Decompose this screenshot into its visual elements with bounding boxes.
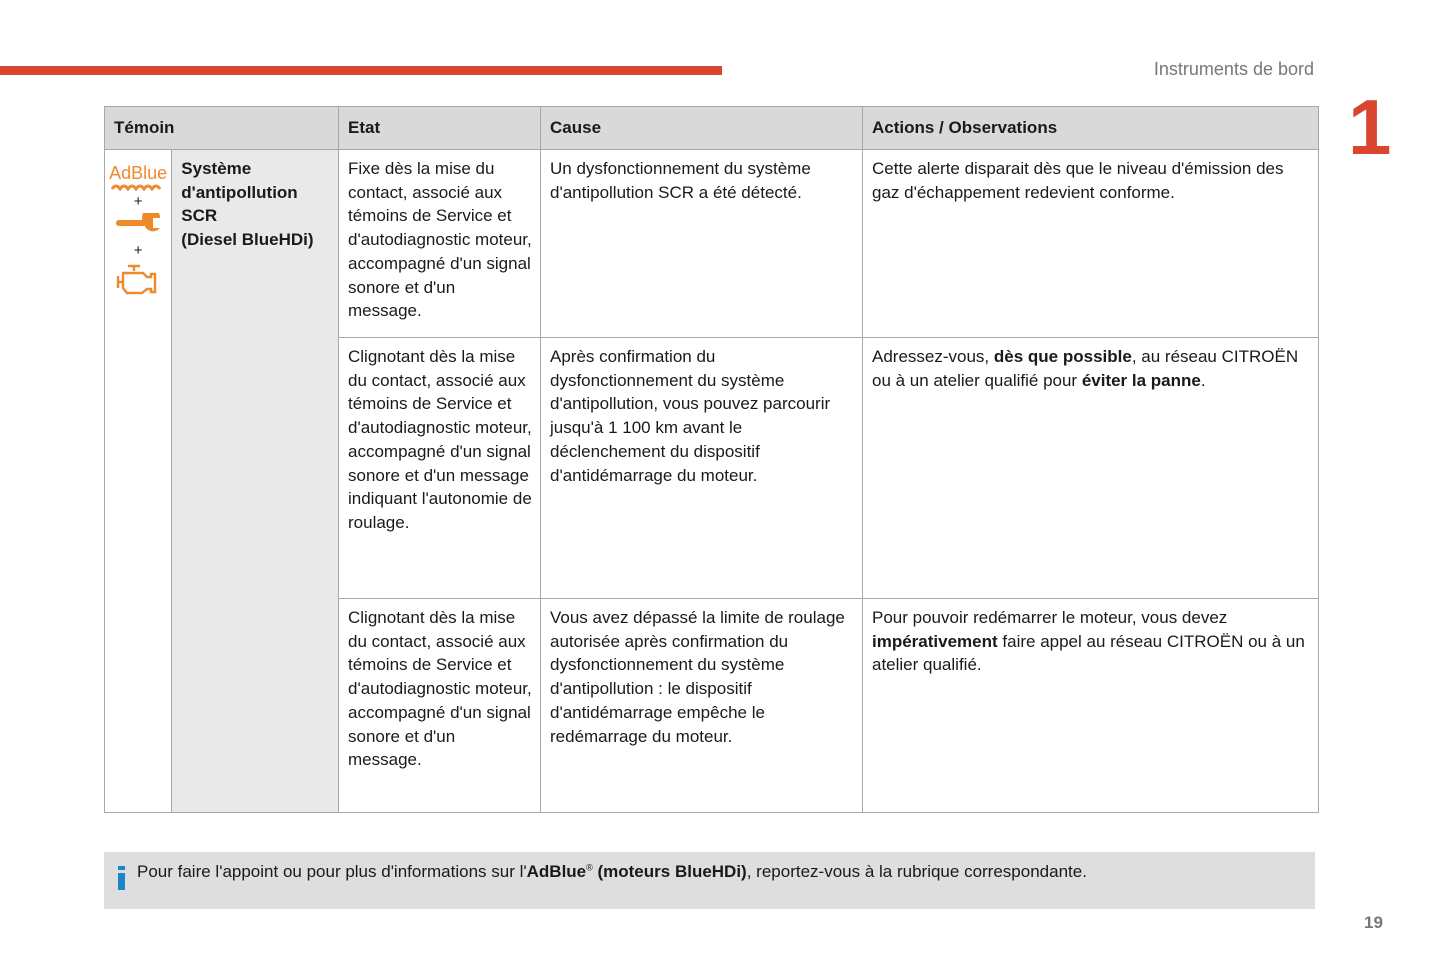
engine-icon [114, 262, 162, 296]
cause-cell: Après confirmation du dysfonctionnement du système d'antipollution, vous pouvez parcourir jusqu'à 1 100 km avant le déclenchement du dispositif d'antidémarrage du moteur. [541, 338, 863, 599]
indicator-icons [105, 150, 172, 813]
info-note [104, 852, 1315, 909]
header-temoin: Témoin [105, 107, 339, 150]
plus-sign: + [133, 193, 143, 210]
actions-bold: éviter la panne [1081, 370, 1201, 390]
registered-mark: ® [586, 862, 593, 873]
etat-cell: Clignotant dès la mise du contact, associé aux témoins de Service et d'autodiagnostic moteur, accompagné d'un signal sonore et d'un message. [339, 599, 541, 813]
indicator-name-line: SCR [181, 206, 218, 226]
note-bold: AdBlue [526, 862, 587, 881]
actions-text: faire appel au réseau CITROËN ou à un atelier qualifié. [872, 631, 1305, 675]
actions-bold: dès que possible [993, 347, 1132, 366]
actions-cell [863, 338, 1319, 599]
info-icon [118, 866, 125, 890]
warning-lights-table [104, 106, 1319, 813]
note-text: Pour faire l'appoint ou pour plus d'informations sur l' [137, 862, 527, 881]
header-accent-bar [0, 66, 722, 75]
note-bold: (moteurs BlueHDi) [592, 862, 747, 881]
actions-cell [863, 599, 1319, 813]
chapter-number: 1 [1348, 83, 1392, 171]
indicator-name-line: d'antipollution [181, 182, 298, 202]
cause-cell: Un dysfonctionnement du système d'antipollution SCR a été détecté. [541, 150, 863, 338]
wrench-icon [114, 213, 162, 233]
adblue-icon [107, 164, 169, 191]
header-cause: Cause [541, 107, 863, 150]
table-header-row [105, 107, 1319, 150]
actions-text: , au réseau CITROËN ou à un atelier qualifié pour [872, 347, 1299, 390]
page-number: 19 [1364, 913, 1383, 932]
actions-cell [863, 150, 1319, 338]
actions-text: . [1200, 370, 1206, 390]
indicator-name-line: (Diesel BlueHDi) [181, 230, 314, 250]
actions-bold: impérativement [872, 631, 998, 651]
adblue-label: AdBlue [109, 163, 168, 183]
cause-cell: Vous avez dépassé la limite de roulage autorisée après confirmation du dysfonctionnement du système d'antipollution : le dispositif d'antidémarrage empêche le redémarrage du moteur. [541, 599, 863, 813]
indicator-name-line: Système [181, 159, 252, 178]
header-etat: Etat [339, 107, 541, 150]
actions-text: Pour pouvoir redémarrer le moteur, vous devez [872, 608, 1228, 627]
plus-sign: + [133, 241, 143, 259]
actions-text: Cette alerte disparait dès que le niveau d'émission des gaz d'échappement redevient conforme. [872, 159, 1284, 202]
table-row [105, 150, 1319, 338]
actions-text: Adressez-vous, [872, 347, 994, 366]
note-text: , reportez-vous à la rubrique correspondante. [746, 862, 1087, 881]
indicator-name [172, 150, 339, 813]
etat-cell: Clignotant dès la mise du contact, associé aux témoins de Service et d'autodiagnostic moteur, accompagné d'un signal sonore et d'un message indiquant l'autonomie de roulage. [339, 338, 541, 599]
header-actions: Actions / Observations [863, 107, 1319, 150]
etat-cell: Fixe dès la mise du contact, associé aux témoins de Service et d'autodiagnostic moteur, accompagné d'un signal sonore et d'un message. [339, 150, 541, 338]
section-title: Instruments de bord [1153, 59, 1314, 79]
info-note-text [137, 862, 1087, 882]
